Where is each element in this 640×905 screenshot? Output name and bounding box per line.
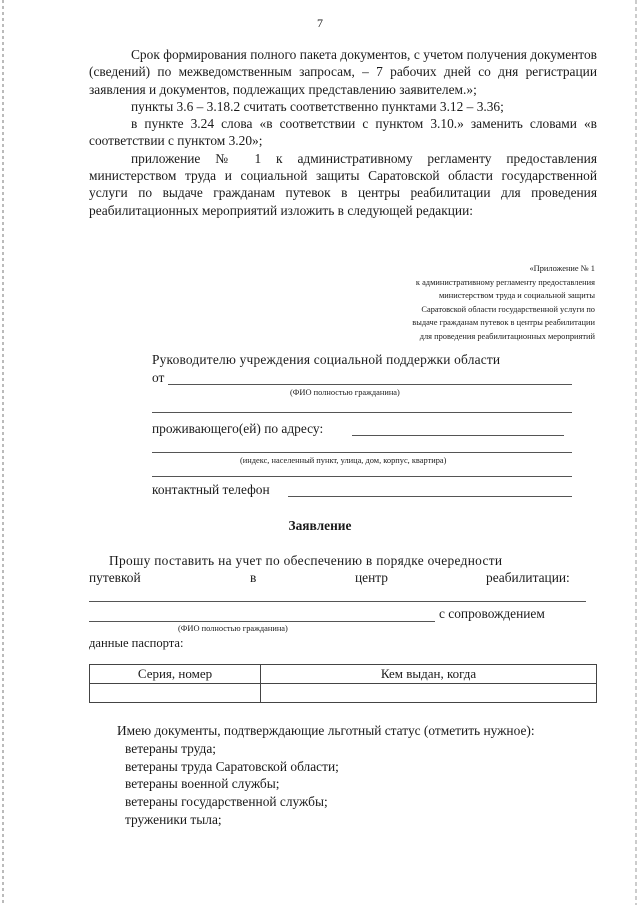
passport-table	[89, 664, 597, 703]
passport-cell-series[interactable]	[90, 684, 261, 703]
phone-line	[288, 496, 572, 497]
paragraph-replace-words: в пункте 3.24 слова «в соответствии с пунктом 3.10.» заменить словами «в соответствии с пунктом 3.20»;	[89, 116, 597, 149]
appendix-line: «Приложение № 1	[529, 264, 595, 273]
escort-fio-line	[89, 621, 435, 622]
document-item: ветераны военной службы;	[125, 776, 280, 792]
addressee-text: Руководителю учреждения социальной поддержки области	[152, 352, 501, 367]
application-title: Заявление	[288, 518, 352, 533]
address-line	[352, 435, 564, 436]
appendix-line: министерством труда и социальной защиты	[438, 291, 595, 301]
passport-cell-issued[interactable]	[261, 684, 597, 703]
scan-edge-right	[635, 0, 637, 905]
passport-col-series: Серия, номер	[90, 665, 261, 684]
address-caption: (индекс, населенный пункт, улица, дом, корпус, квартира)	[240, 456, 447, 465]
appendix-header	[340, 262, 595, 344]
appendix-line: выдаче гражданам путевок в центры реабилитации	[412, 318, 595, 328]
from-label: от	[152, 370, 165, 385]
request-word-rehab: реабилитации:	[486, 570, 570, 585]
request-word-putevkoy: путевкой	[89, 570, 141, 585]
appendix-line: для проведения реабилитационных мероприятий	[419, 331, 595, 341]
appendix-line: к административному регламенту предоставления	[415, 277, 595, 287]
documents-intro: Имею документы, подтверждающие льготный статус (отметить нужное):	[117, 723, 535, 738]
paragraph-deadline: Срок формирования полного пакета документов, с учетом получения документов (сведений) по межведомственным запросам, – 7 рабочих дней со дня регистрации заявления и документов, подлежащих представлению заявителем.»;	[89, 47, 597, 97]
paragraph-renumber: пункты 3.6 – 3.18.2 считать соответственно пунктами 3.12 – 3.36;	[131, 98, 504, 114]
appendix-line: Саратовской области государственной услуги по	[421, 304, 595, 314]
body-text	[89, 46, 597, 219]
address-line-3	[152, 476, 572, 477]
residing-label: проживающего(ей) по адресу:	[152, 421, 324, 436]
page-number: 7	[317, 16, 323, 30]
fio-caption: (ФИО полностью гражданина)	[290, 388, 400, 397]
escort-label: с сопровождением	[439, 606, 545, 621]
document-item: ветераны труда Саратовской области;	[125, 758, 339, 774]
request-line: Прошу поставить на учет по обеспечению в порядке очередности	[109, 553, 503, 568]
passport-col-issued: Кем выдан, когда	[261, 665, 597, 684]
scan-edge-left	[2, 0, 4, 905]
address-line-2	[152, 452, 572, 453]
escort-fio-caption: (ФИО полностью гражданина)	[178, 624, 288, 633]
fio-line-2	[152, 412, 572, 413]
rehab-center-line	[89, 601, 586, 602]
document-item: ветераны труда;	[125, 740, 216, 756]
documents-list	[89, 722, 597, 829]
document-item: ветераны государственной службы;	[125, 794, 328, 810]
paragraph-appendix-intro: приложение № 1 к административному регламенту предоставления министерством труда и социальной защиты Саратовской области государственной услуги по выдаче гражданам путевок в центры реабилитации для проведения реабилитационных мероприятий изложить в следующей редакции:	[89, 150, 597, 218]
passport-label: данные паспорта:	[89, 636, 184, 650]
phone-label: контактный телефон	[152, 482, 270, 497]
request-word-centr: центр	[355, 570, 388, 585]
document-item: труженики тыла;	[125, 811, 222, 827]
fio-line	[168, 384, 572, 385]
request-word-v: в	[250, 570, 257, 585]
